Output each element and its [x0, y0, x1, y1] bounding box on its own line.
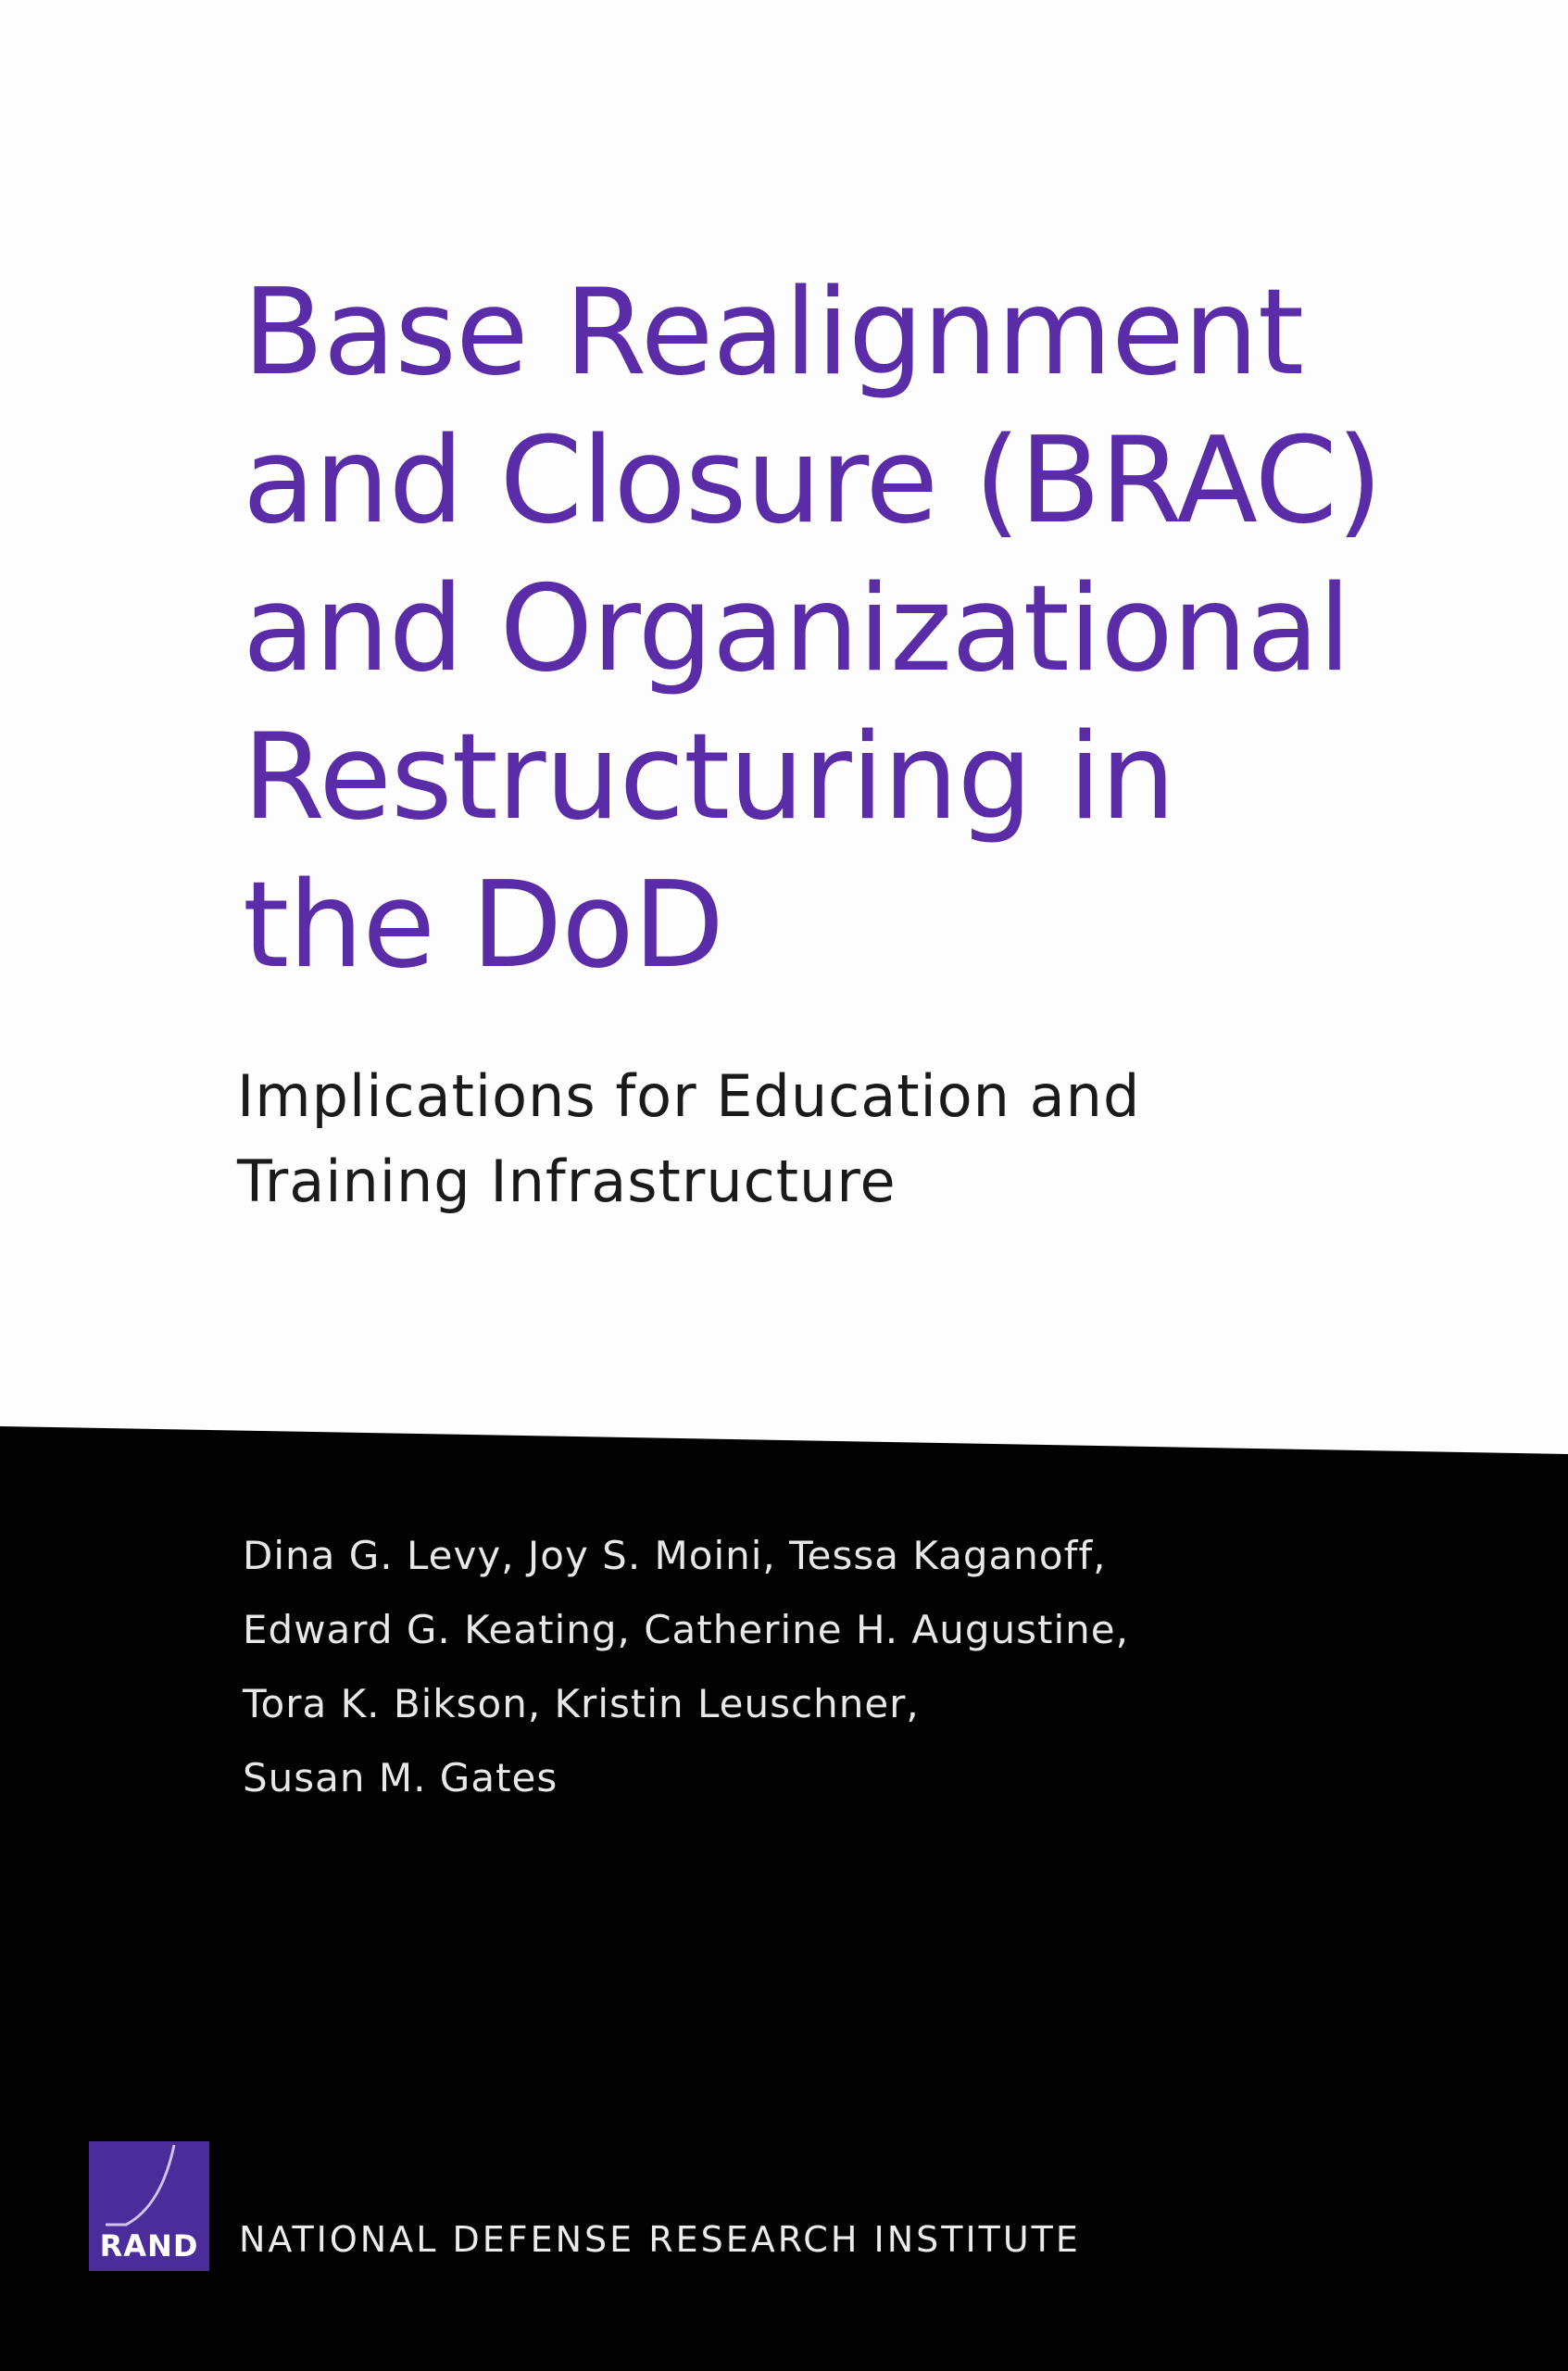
author-line-4: Susan M. Gates	[243, 1755, 558, 1800]
author-line-1: Dina G. Levy, Joy S. Moini, Tessa Kaganoff,	[243, 1533, 1107, 1578]
title-line-3: and Organizational	[243, 560, 1350, 698]
author-line-2: Edward G. Keating, Catherine H. Augustine,	[243, 1607, 1129, 1652]
author-line-3: Tora K. Bikson, Kristin Leuschner,	[243, 1681, 920, 1726]
author-list	[243, 1519, 1354, 1815]
title-line-5: the DoD	[243, 857, 724, 995]
book-subtitle	[237, 1054, 1395, 1224]
title-line-4: Restructuring in	[243, 709, 1175, 847]
rand-logo-text: RAND	[99, 2228, 199, 2264]
title-line-2: and Closure (BRAC)	[243, 412, 1382, 550]
title-line-1: Base Realignment	[243, 264, 1303, 402]
publisher-institute: NATIONAL DEFENSE RESEARCH INSTITUTE	[239, 2219, 1081, 2260]
subtitle-line-2: Training Infrastructure	[237, 1148, 897, 1215]
subtitle-line-1: Implications for Education and	[237, 1062, 1141, 1130]
rand-logo	[89, 2141, 209, 2271]
book-title	[243, 259, 1400, 1000]
